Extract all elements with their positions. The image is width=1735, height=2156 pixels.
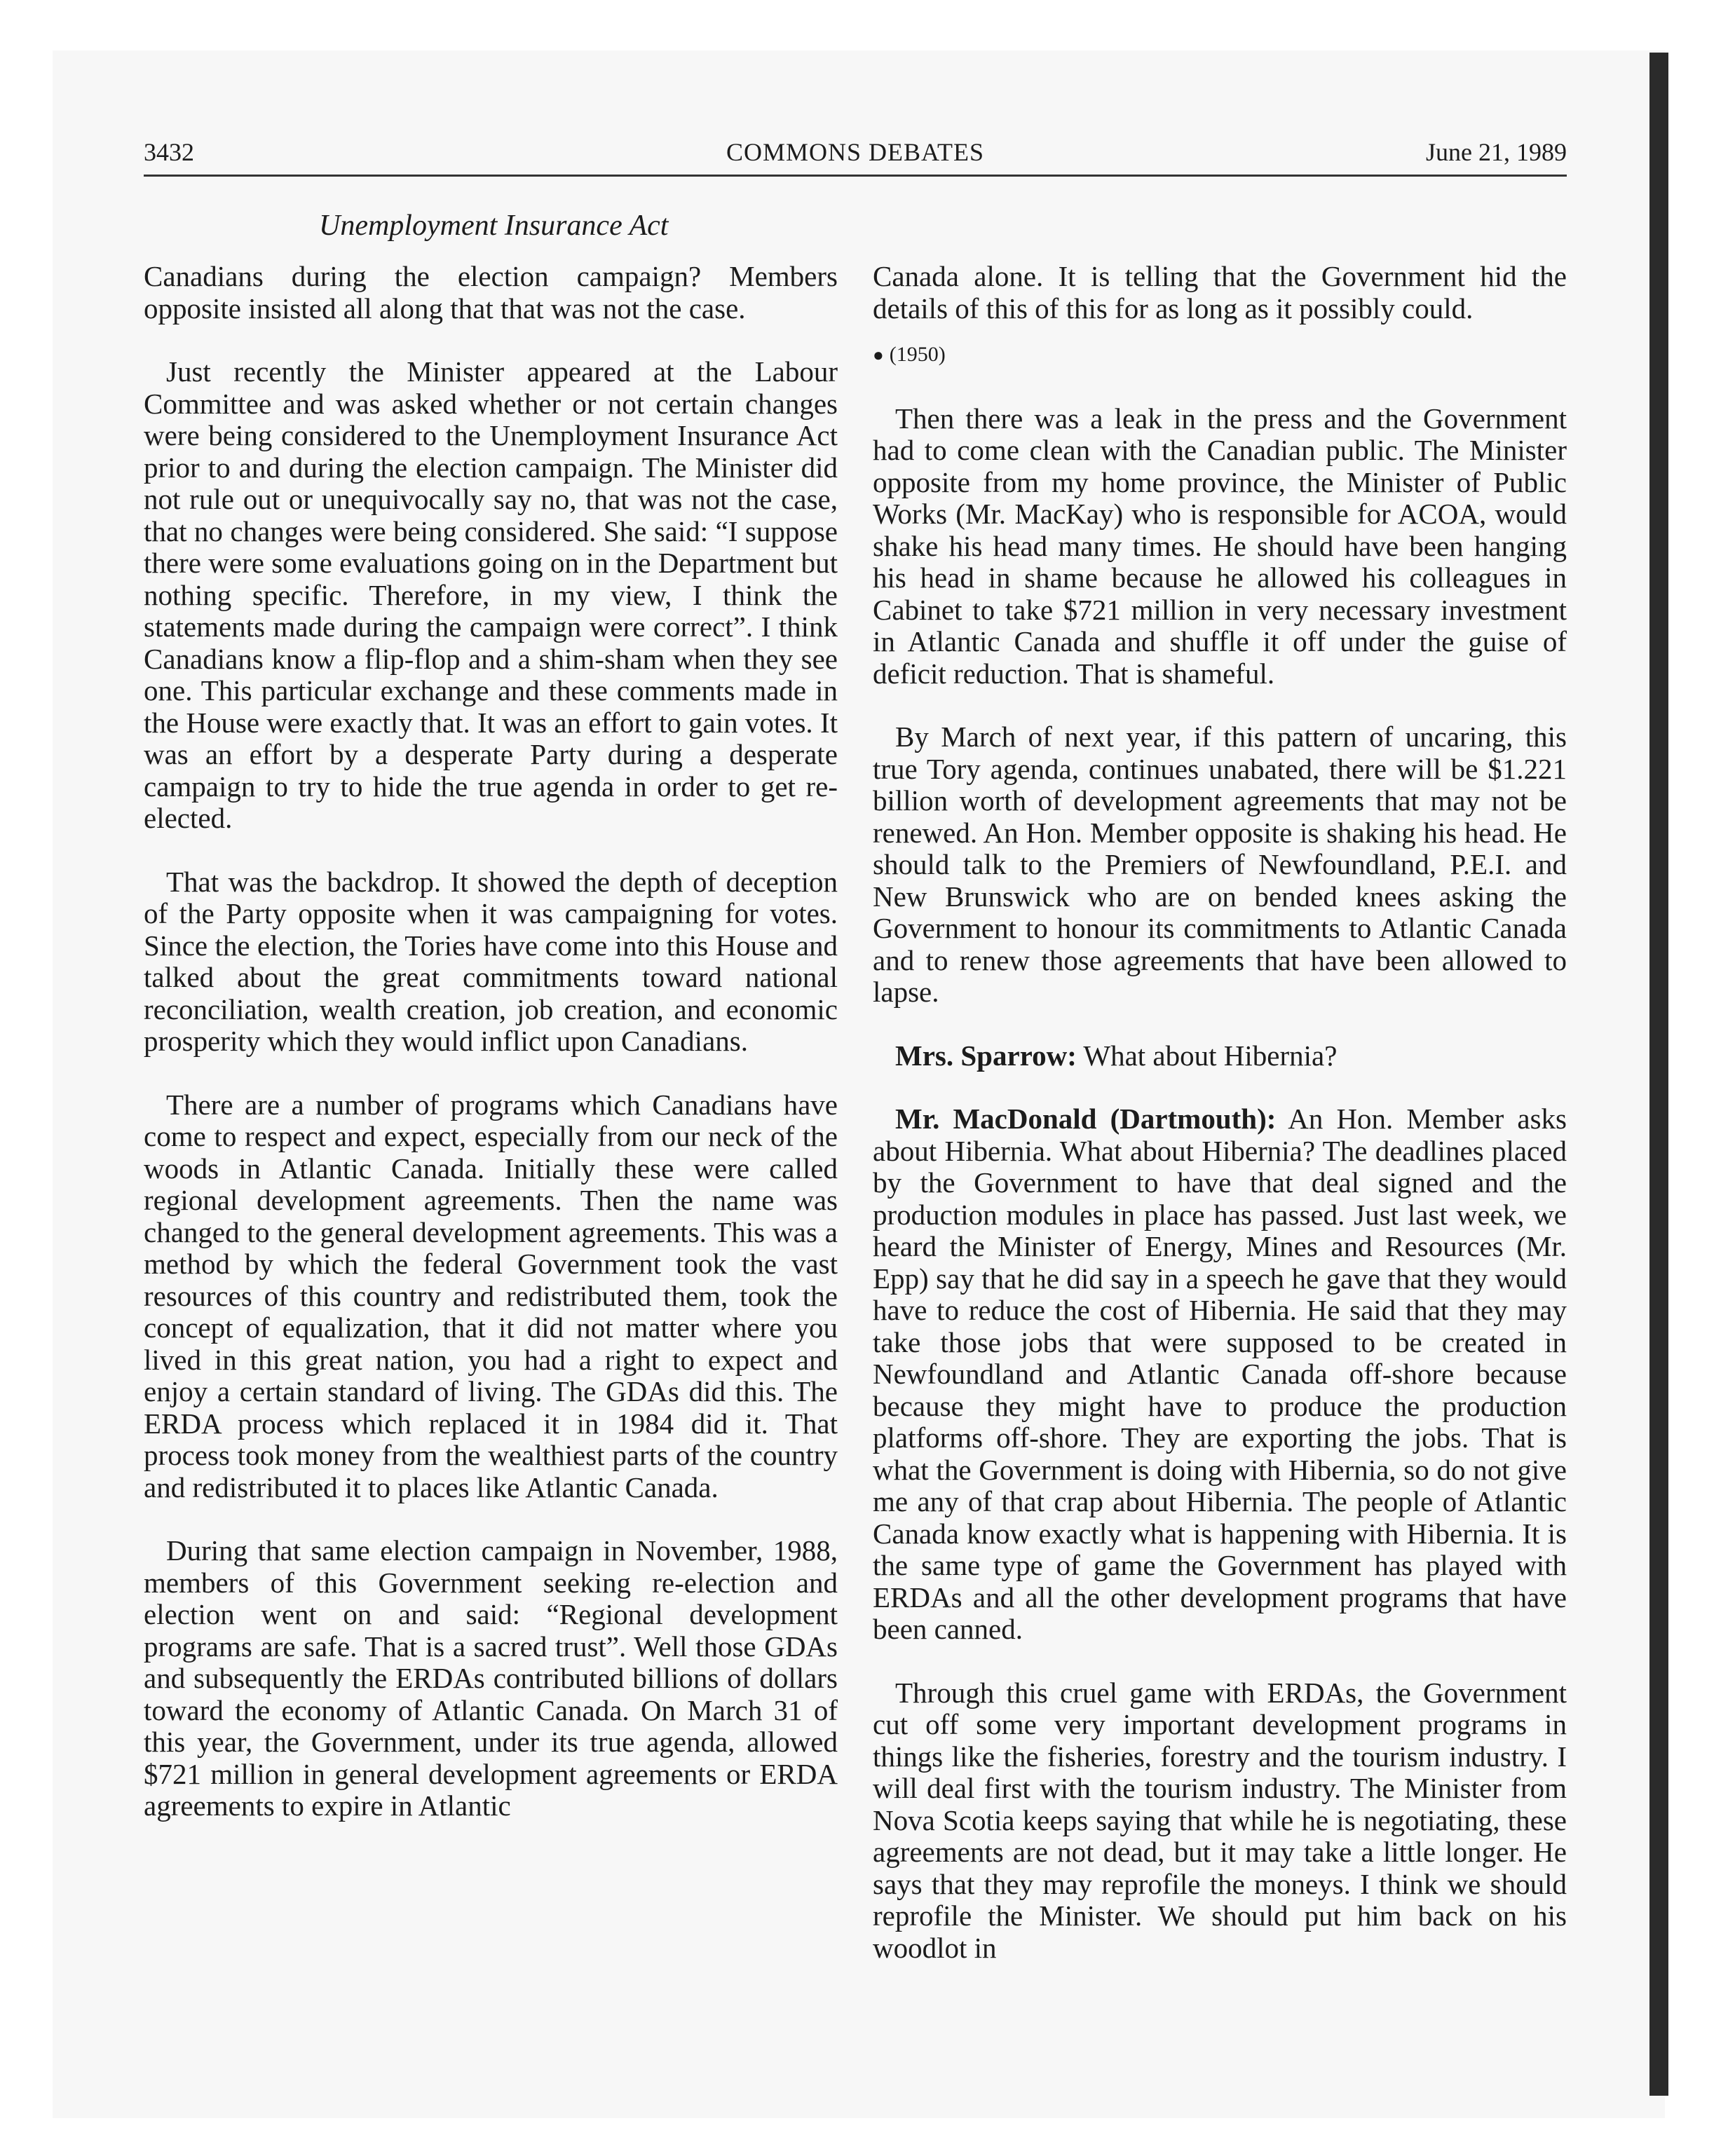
speech-sparrow xyxy=(873,1040,1567,1072)
paragraph: Then there was a leak in the press and the Government had to come clean with the Canadian public. The Minister opposite from my home province, the Minister of Public Works (Mr. MacKay) who is responsible for ACOA, would shake his head many times. He should have been hanging his head in shame because he allowed his colleagues in Cabinet to take $721 million in very necessary investment in Atlantic Canada and shuffle it off under the guise of deficit reduction. That is shameful. xyxy=(873,402,1567,690)
page-header xyxy=(144,137,1567,174)
paragraph: Through this cruel game with ERDAs, the Government cut off some very important development programs in things like the fisheries, forestry and the tourism industry. I will deal first with the tourism industry. The Minister from Nova Scotia keeps saying that while he is negotiating, these agreements are not dead, but it may take a little longer. He says that they may reprofile the moneys. I think we should reprofile the Minister. We should put him back on his woodlot in xyxy=(873,1676,1567,1964)
left-column xyxy=(144,261,838,1854)
paragraph: Canada alone. It is telling that the Government hid the details of this of this for as long as it possibly could. xyxy=(873,260,1567,325)
paragraph: Canadians during the election campaign? Members opposite insisted all along that that was not the case. xyxy=(144,260,838,325)
scan-edge-bar xyxy=(1649,53,1668,2096)
time-marker-text: (1950) xyxy=(889,343,946,366)
speaker-name: Mrs. Sparrow: xyxy=(895,1039,1077,1072)
publication-date: June 21, 1989 xyxy=(1426,138,1567,166)
paragraph: There are a number of programs which Canadians have come to respect and expect, especially from our neck of the woods in Atlantic Canada. Initially these were called regional development agreements. Then the name was changed to the general development agreements. This was a method by which the federal Government took the vast resources of this country and redistributed them, took the concept of equalization, that it did not matter where you lived in this great nation, you had a right to expect and enjoy a certain standard of living. The GDAs did this. The ERDA process which replaced it in 1984 did it. That process took money from the wealthiest parts of the country and redistributed it to places like Atlantic Canada. xyxy=(144,1088,838,1503)
speech-text: What about Hibernia? xyxy=(1076,1039,1338,1072)
bullet-icon: ● xyxy=(873,345,884,365)
running-title: COMMONS DEBATES xyxy=(726,138,985,166)
section-title: Unemployment Insurance Act xyxy=(319,210,669,242)
right-column xyxy=(873,261,1567,1995)
paragraph: By March of next year, if this pattern of uncaring, this true Tory agenda, continues unabated, there will be $1.221 billion worth of development agreements that may not be renewed. An Hon. Member opposite is shaking his head. He should talk to the Premiers of Newfoundland, P.E.I. and New Brunswick who are on bended knees asking the Government to honour its commitments to Atlantic Canada and to renew those agreements that have been allowed to lapse. xyxy=(873,721,1567,1008)
speech-macdonald xyxy=(873,1103,1567,1646)
time-marker xyxy=(873,339,1567,371)
paragraph: During that same election campaign in November, 1988, members of this Government seeking re-election and election went on and said: “Regional development programs are safe. That is a sacred trust”. Well those GDAs and subsequently the ERDAs contributed billions of dollars toward the economy of Atlantic Canada. On March 31 of this year, the Government, under its true agenda, allowed $721 million in general development agreements or ERDA agreements to expire in Atlantic xyxy=(144,1534,838,1822)
header-rule xyxy=(144,175,1567,177)
paragraph: Just recently the Minister appeared at the Labour Committee and was asked whether or not certain changes were being considered to the Unemployment Insurance Act prior to and during the election campaign. The Minister did not rule out or unequivocally say no, that was not the case, that no changes were being considered. She said: “I suppose there were some evaluations going on in the Department but nothing specific. Therefore, in my view, I think the statements made during the campaign were correct”. I think Canadians know a flip-flop and a shim-sham when they see one. This particular exchange and these comments made in the House were exactly that. It was an effort to gain votes. It was an effort by a desperate Party during a desperate campaign to try to hide the true agenda in order to get re-elected. xyxy=(144,355,838,834)
paragraph: That was the backdrop. It showed the depth of deception of the Party opposite when it was campaigning for votes. Since the election, the Tories have come into this House and talked about the great commitments toward national reconciliation, wealth creation, job creation, and economic prosperity which they would inflict upon Canadians. xyxy=(144,865,838,1057)
page-number: 3432 xyxy=(144,138,194,166)
speech-text: An Hon. Member asks about Hibernia. What about Hibernia? The deadlines placed by the Government to have that deal signed and the production modules in place has passed. Just last week, we heard the Minister of Energy, Mines and Resources (Mr. Epp) say that he did say in a speech he gave that they would have to reduce the cost of Hibernia. He said that they may take those jobs that were supposed to be created in Newfoundland and Atlantic Canada off-shore because because they might have to produce the production platforms off-shore. They are exporting the jobs. That is what the Government is doing with Hibernia, so do not give me any of that crap about Hibernia. The people of Atlantic Canada know exactly what is happening with Hibernia. It is the same type of game the Government has played with ERDAs and all the other development programs that have been canned. xyxy=(873,1103,1567,1645)
speaker-name: Mr. MacDonald (Dartmouth): xyxy=(895,1103,1277,1135)
